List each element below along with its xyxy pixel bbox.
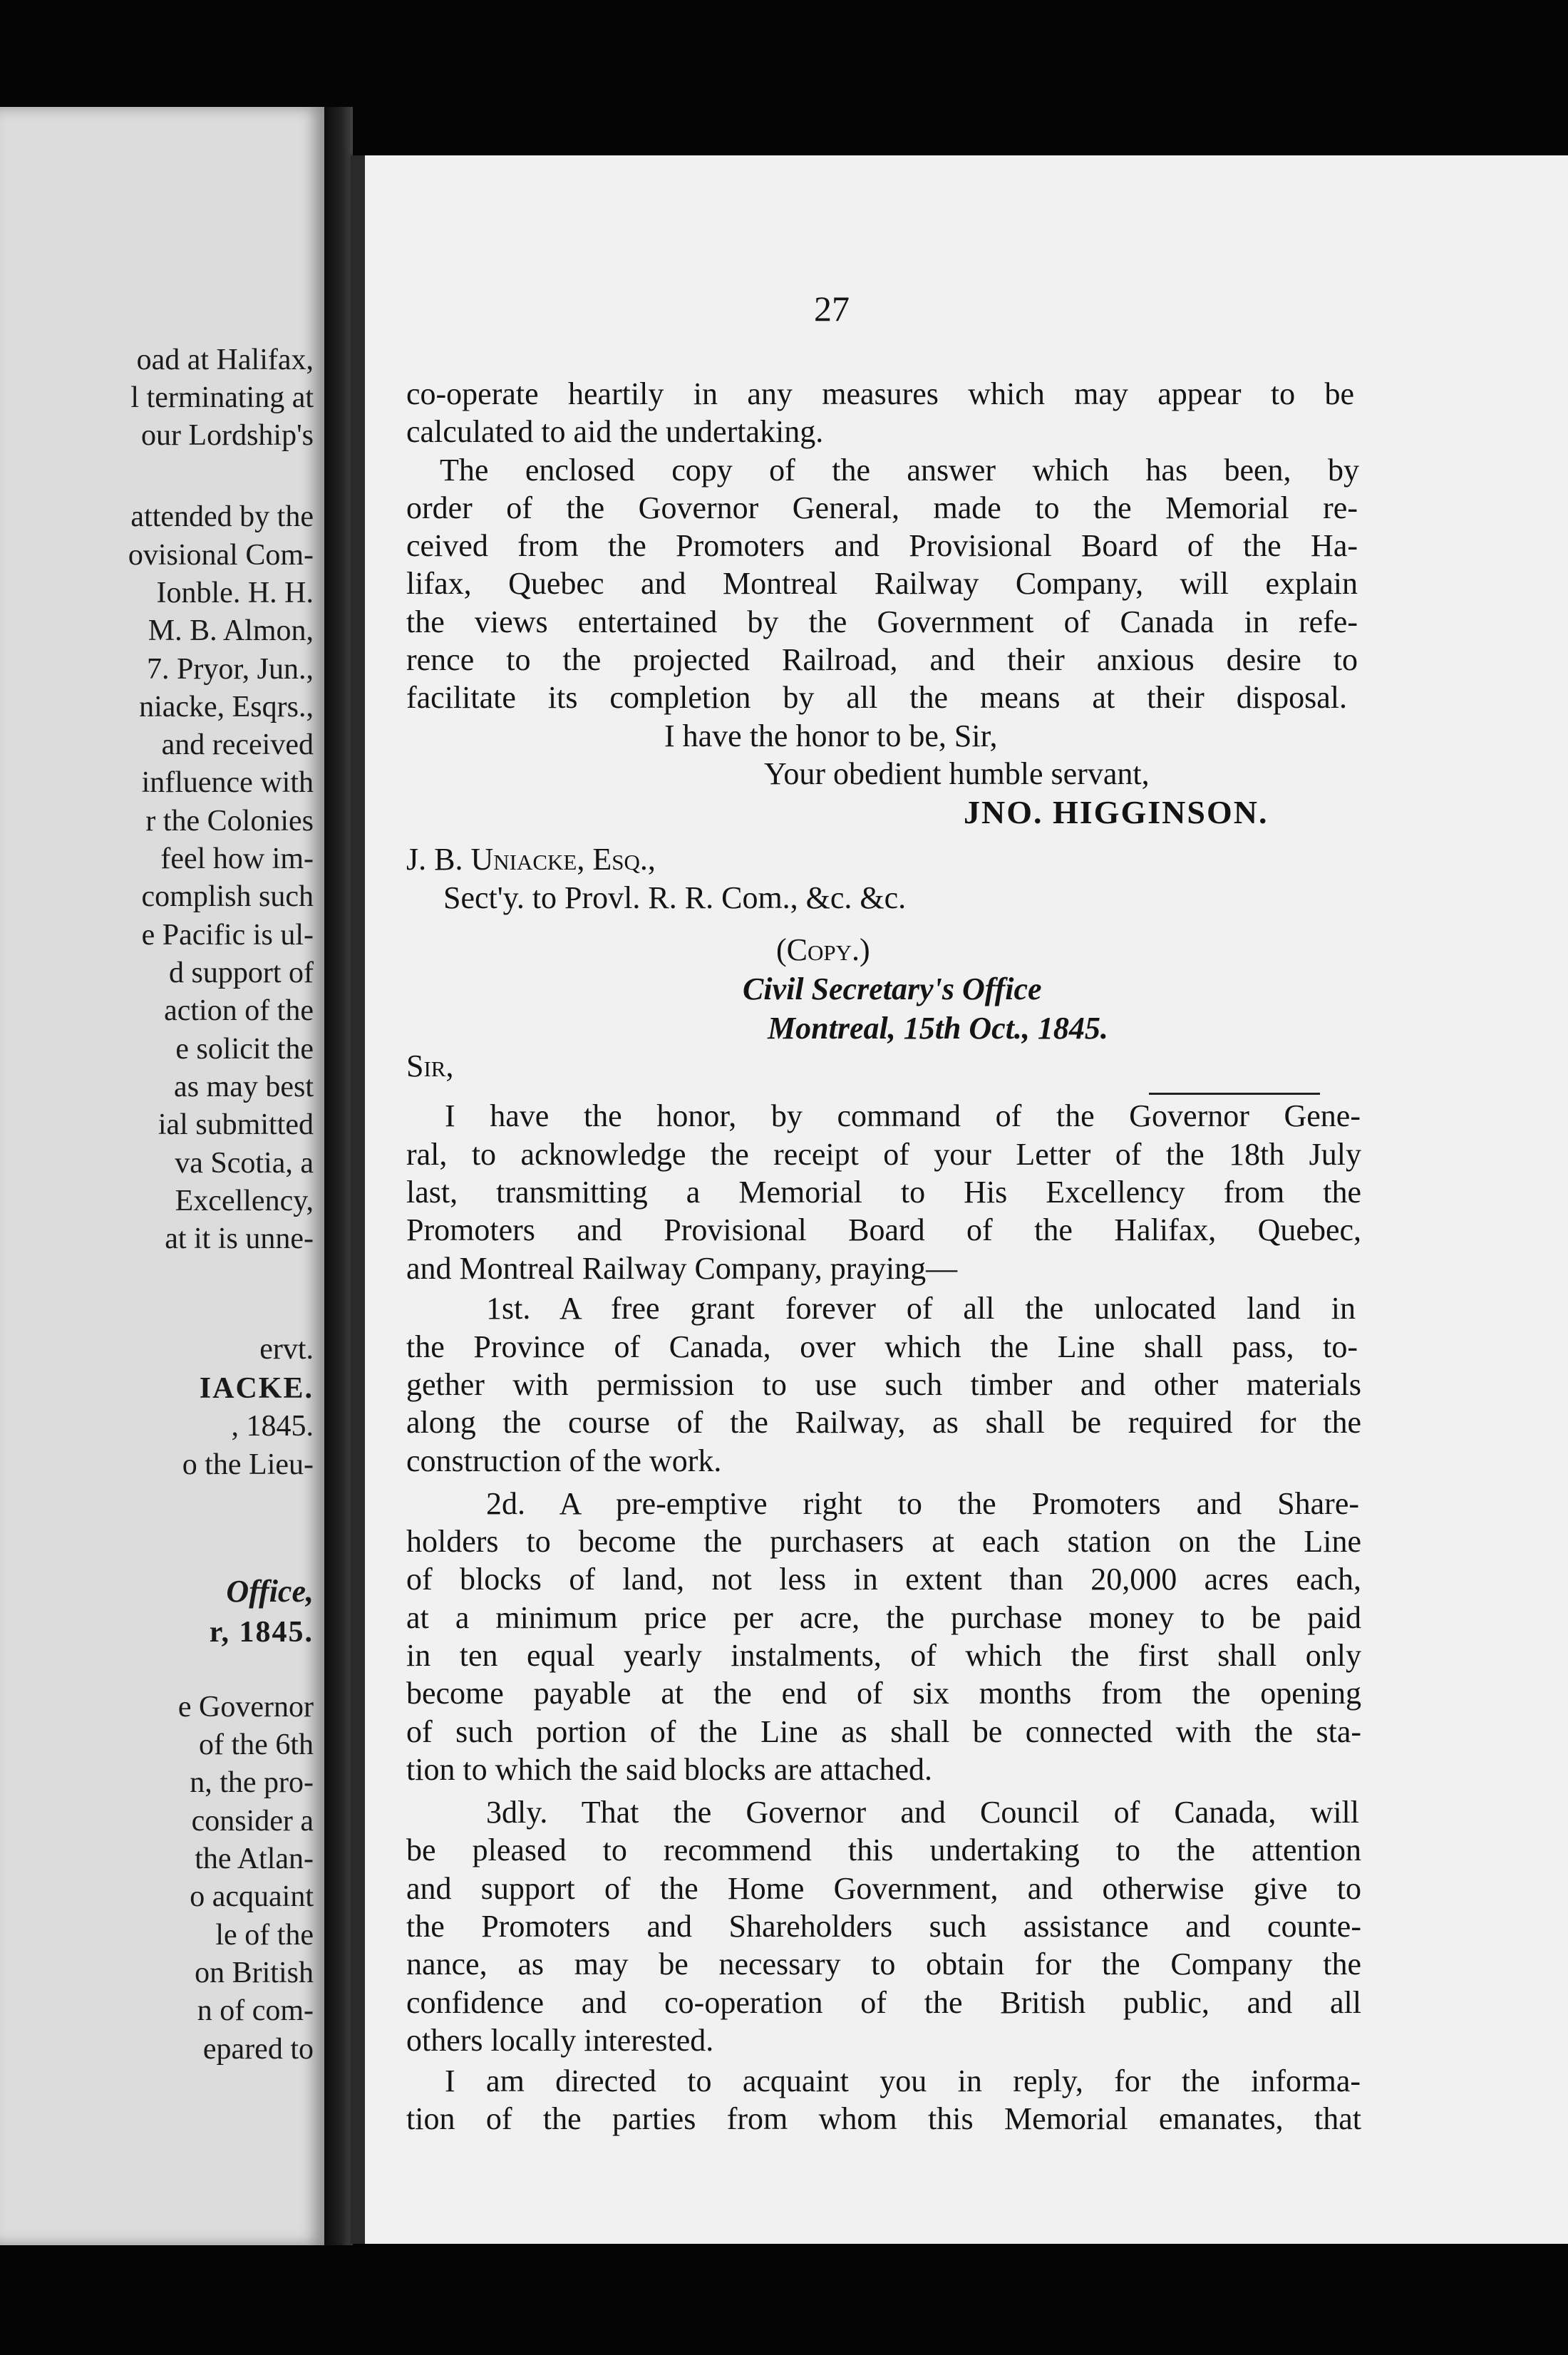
text-line: of blocks of land, not less in extent than 20,000 acres each, bbox=[406, 1562, 1361, 1597]
closing-line: I have the honor to be, Sir, bbox=[664, 718, 998, 753]
closing-line: Your obedient humble servant, bbox=[764, 756, 1150, 791]
text-line: along the course of the Railway, as shall be required for the bbox=[406, 1405, 1361, 1440]
left-page-line: IACKE. bbox=[199, 1372, 314, 1405]
left-page-line: le of the bbox=[215, 1919, 314, 1952]
left-page-line: Excellency, bbox=[175, 1185, 314, 1217]
addressee bbox=[406, 838, 656, 881]
left-page-line: d support of bbox=[169, 957, 314, 989]
addressee-title: Sect'y. to Provl. R. R. Com., &c. &c. bbox=[443, 880, 907, 915]
right-page bbox=[351, 155, 1568, 2244]
text-line: co-operate heartily in any measures which may appear to be bbox=[406, 376, 1354, 411]
text-line: be pleased to recommend this undertaking to the attention bbox=[406, 1833, 1361, 1867]
left-page-line: Ionble. H. H. bbox=[156, 577, 314, 609]
page-number: 27 bbox=[814, 289, 850, 329]
left-page-line: r the Colonies bbox=[145, 805, 314, 838]
addressee-name: J. B. Uniacke, Esq., bbox=[406, 842, 656, 877]
text-line: the Promoters and Shareholders such assistance and counte- bbox=[406, 1909, 1361, 1944]
left-page-line: at it is unne- bbox=[165, 1222, 314, 1255]
text-line: tion of the parties from whom this Memorial emanates, that bbox=[406, 2101, 1361, 2136]
left-page-fragment bbox=[0, 107, 324, 2245]
text-line: The enclosed copy of the answer which has been, by bbox=[440, 453, 1359, 488]
signature: JNO. HIGGINSON. bbox=[964, 794, 1269, 830]
text-line: become payable at the end of six months from the opening bbox=[406, 1676, 1361, 1711]
text-line: ral, to acknowledge the receipt of your Letter of the 18th July bbox=[406, 1137, 1361, 1172]
text-line: and support of the Home Government, and otherwise give to bbox=[406, 1871, 1361, 1906]
left-page-line: ial submitted bbox=[158, 1108, 314, 1141]
left-page-line: niacke, Esqrs., bbox=[139, 691, 314, 723]
left-page-line: and received bbox=[161, 728, 314, 761]
text-line: 1st. A free grant forever of all the unlocated land in bbox=[486, 1291, 1356, 1326]
left-page-line: complish such bbox=[141, 880, 314, 913]
left-page-line: 7. Pryor, Jun., bbox=[147, 653, 314, 686]
left-page-line: o the Lieu- bbox=[182, 1448, 314, 1481]
salutation-text: Sir, bbox=[406, 1048, 454, 1083]
text-line: nance, as may be necessary to obtain for the Company the bbox=[406, 1947, 1361, 1982]
left-page-line: n of com- bbox=[197, 1994, 314, 2027]
text-line: confidence and co-operation of the British public, and all bbox=[406, 1985, 1361, 2020]
left-page-line: ovisional Com- bbox=[128, 539, 314, 572]
copy-label bbox=[776, 929, 870, 972]
text-line: holders to become the purchasers at each station on the Line bbox=[406, 1524, 1361, 1559]
text-line: at a minimum price per acre, the purchase money to be paid bbox=[406, 1600, 1361, 1635]
text-line: facilitate its completion by all the means at their disposal. bbox=[406, 680, 1347, 715]
text-line: calculated to aid the undertaking. bbox=[406, 414, 824, 449]
left-page-line: consider a bbox=[191, 1805, 314, 1838]
left-page-line: ervt. bbox=[259, 1333, 314, 1366]
left-page-line: , 1845. bbox=[231, 1410, 314, 1443]
text-line: the Province of Canada, over which the Line shall pass, to- bbox=[406, 1329, 1358, 1364]
text-line: the views entertained by the Government of Canada in refe- bbox=[406, 604, 1358, 639]
left-page-line: e solicit the bbox=[175, 1033, 314, 1066]
left-page-line: epared to bbox=[202, 2033, 314, 2066]
left-page-line: feel how im- bbox=[160, 842, 314, 875]
left-page-line: attended by the bbox=[130, 500, 314, 533]
text-line: of such portion of the Line as shall be connected with the sta- bbox=[406, 1714, 1361, 1749]
text-line: lifax, Quebec and Montreal Railway Company, will explain bbox=[406, 566, 1358, 601]
left-page-line: Office, bbox=[226, 1574, 314, 1609]
text-line: in ten equal yearly instalments, of which the first shall only bbox=[406, 1638, 1361, 1673]
office-heading: Civil Secretary's Office bbox=[743, 972, 1042, 1006]
left-page-line: r, 1845. bbox=[209, 1616, 314, 1649]
text-line: gether with permission to use such timber and other materials bbox=[406, 1367, 1361, 1402]
left-page-line: n, the pro- bbox=[190, 1766, 314, 1799]
salutation bbox=[406, 1045, 453, 1088]
left-page-line: our Lordship's bbox=[140, 419, 314, 452]
text-line: I am directed to acquaint you in reply, for the informa- bbox=[445, 2063, 1361, 2098]
left-page-line: e Pacific is ul- bbox=[141, 919, 314, 952]
text-line: ceived from the Promoters and Provisional Board of the Ha- bbox=[406, 528, 1358, 563]
left-page-line: as may best bbox=[174, 1071, 314, 1103]
left-page-line: influence with bbox=[141, 766, 314, 799]
text-line: rence to the projected Railroad, and their anxious desire to bbox=[406, 642, 1358, 677]
text-line: others locally interested. bbox=[406, 2023, 714, 2058]
book-gutter bbox=[324, 107, 353, 2245]
text-line: Promoters and Provisional Board of the Halifax, Quebec, bbox=[406, 1212, 1361, 1247]
text-line: and Montreal Railway Company, praying— bbox=[406, 1251, 958, 1286]
text-line: last, transmitting a Memorial to His Excellency from the bbox=[406, 1175, 1361, 1210]
left-page-line: o acquaint bbox=[190, 1880, 314, 1913]
left-page-line: oad at Halifax, bbox=[136, 344, 314, 376]
date-heading: Montreal, 15th Oct., 1845. bbox=[768, 1011, 1108, 1046]
left-page-line: M. B. Almon, bbox=[148, 614, 314, 647]
text-line: tion to which the said blocks are attached. bbox=[406, 1752, 932, 1787]
copy-label-text: (Copy.) bbox=[776, 932, 870, 967]
left-page-line: on British bbox=[195, 1957, 314, 1989]
left-page-line: e Governor bbox=[177, 1691, 314, 1723]
text-line: 2d. A pre-emptive right to the Promoters and Share- bbox=[486, 1486, 1359, 1521]
left-page-line: l terminating at bbox=[130, 381, 314, 414]
text-line: order of the Governor General, made to the Memorial re- bbox=[406, 490, 1358, 525]
text-line: I have the honor, by command of the Governor Gene- bbox=[445, 1098, 1361, 1133]
text-line: construction of the work. bbox=[406, 1443, 722, 1478]
text-line: 3dly. That the Governor and Council of Canada, will bbox=[486, 1795, 1359, 1830]
left-page-line: the Atlan- bbox=[195, 1843, 314, 1875]
left-page-line: action of the bbox=[164, 994, 314, 1027]
left-page-line: va Scotia, a bbox=[175, 1147, 314, 1180]
left-page-line: of the 6th bbox=[199, 1728, 314, 1761]
